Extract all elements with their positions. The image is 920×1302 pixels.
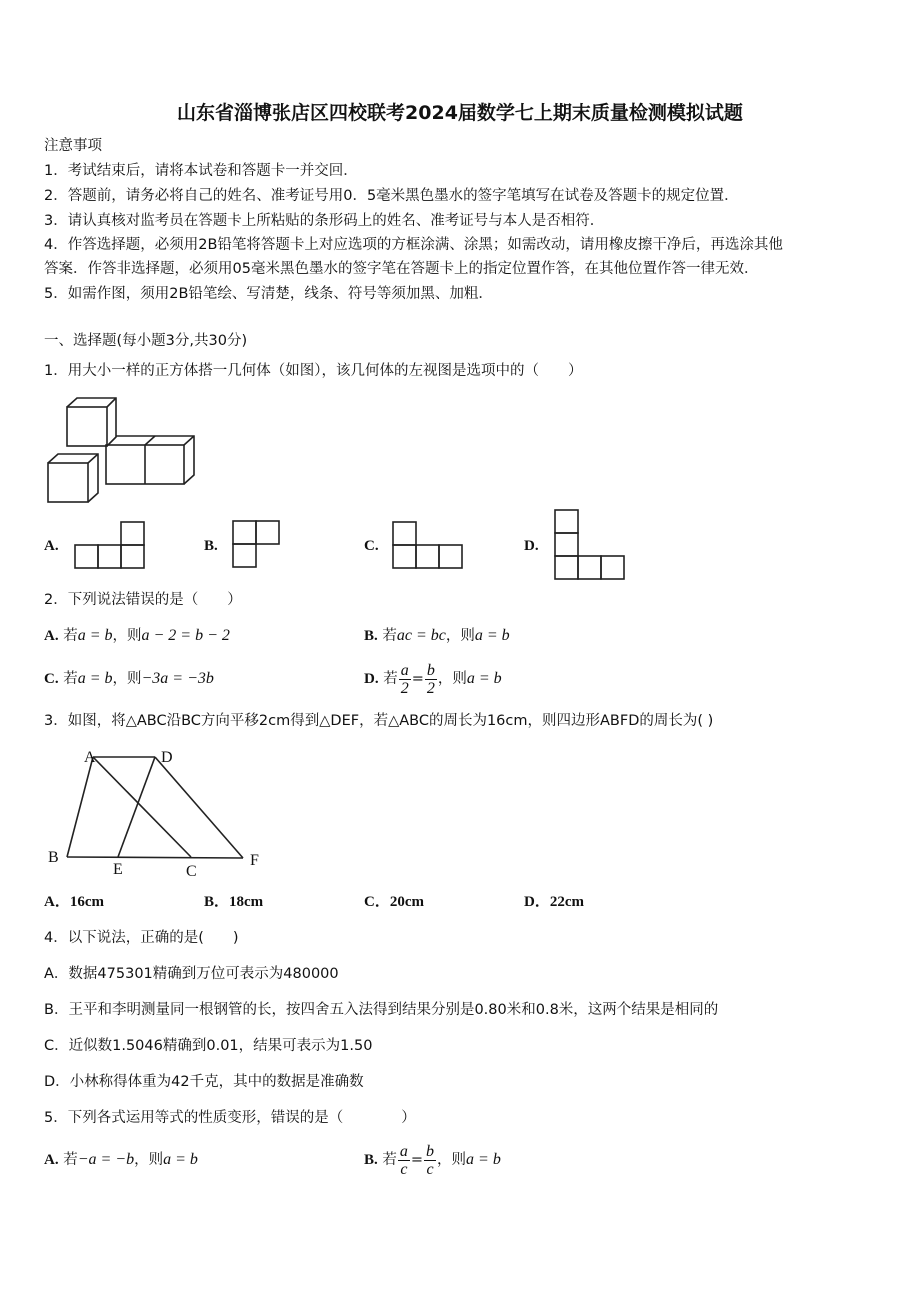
text: 若 (382, 628, 397, 644)
math: ac = bc (396, 627, 446, 644)
math: a = b (466, 1151, 501, 1168)
text: 若 (63, 628, 78, 644)
q3-option-b: B．18cm (204, 894, 264, 910)
question-1-stem: 1．用大小一样的正方体搭一几何体（如图），该几何体的左视图是选项中的（ ） (44, 363, 583, 379)
point-label-b: B (48, 849, 59, 866)
q3-option-c: C．20cm (364, 894, 424, 910)
question-4-stem: 4．以下说法，正确的是( ) (44, 930, 239, 946)
point-label-e: E (113, 861, 123, 878)
q4-option-b: B．王平和李明测量同一根钢管的长，按四舍五入法得到结果分别是0.80米和0.8米，这两个结果是相同的 (44, 1002, 719, 1018)
question-5-stem: 5．下列各式运用等式的性质变形，错误的是（ ） (44, 1110, 416, 1126)
q3-option-a: A．16cm (44, 894, 104, 910)
math: a − 2 = b − 2 (141, 627, 230, 644)
text: ，则 (437, 671, 467, 687)
math: −a = −b (77, 1151, 135, 1168)
math: a = b (77, 670, 113, 687)
notice-item: 3．请认真核对监考员在答题卡上所粘贴的条形码上的姓名、准考证号与本人是否相符． (44, 213, 605, 229)
q1-option-b-label: B. (204, 538, 218, 554)
fraction: $\frac{a}{c}$ (399, 1142, 408, 1178)
q4-option-c: C．近似数1.5046精确到0.01，结果可表示为1.50 (44, 1038, 373, 1054)
q1-option-d-label: D. (524, 538, 539, 554)
notice-item: 5．如需作图，须用2B铅笔绘、写清楚，线条、符号等须加黑、加粗． (44, 286, 493, 302)
notice-heading: 注意事项 (44, 138, 102, 154)
q5-option-a (44, 1150, 198, 1170)
notice-item: 4．作答选择题，必须用2B铅笔将答题卡上对应选项的方框涂满、涂黑；如需改动，请用橡皮擦干净后，再选涂其他 (44, 237, 783, 253)
option-label: B. (364, 1152, 378, 1168)
q4-option-d: D．小林称得体重为42千克，其中的数据是准确数 (44, 1074, 364, 1090)
q1-option-c-label: C. (364, 538, 379, 554)
math: a = b (466, 670, 502, 687)
fraction: $\frac{a}{2}$ (400, 661, 409, 697)
option-label: D. (364, 671, 379, 687)
q5-option-b (364, 1140, 501, 1180)
fraction: $\frac{b}{c}$ (426, 1142, 435, 1178)
q3-option-d: D．22cm (524, 894, 584, 910)
fraction: $\frac{b}{2}$ (426, 661, 435, 697)
option-label: C. (44, 671, 59, 687)
question-2-stem: 2．下列说法错误的是（ ） (44, 592, 242, 608)
section-heading: 一、选择题(每小题3分,共30分) (44, 333, 248, 349)
text: 若 (383, 671, 398, 687)
q1-option-a-label: A. (44, 538, 59, 554)
text: 若 (63, 671, 78, 687)
text: ，则 (112, 671, 142, 687)
point-label-a: A (84, 749, 96, 766)
page-title: 山东省淄博张店区四校联考2024届数学七上期末质量检测模拟试题 (177, 102, 743, 124)
option-label: A. (44, 1152, 59, 1168)
notice-item: 1．考试结束后，请将本试卷和答题卡一并交回． (44, 163, 358, 179)
notice-item: 2．答题前，请务必将自己的姓名、准考证号用0．5毫米黑色墨水的签字笔填写在试卷及答题卡的规定位置． (44, 188, 739, 204)
q4-option-a: A．数据475301精确到万位可表示为480000 (44, 966, 339, 982)
option-label: A. (44, 628, 59, 644)
text: ，则 (134, 1152, 164, 1168)
text: ，则 (445, 628, 475, 644)
point-label-d: D (161, 749, 173, 766)
text: 若 (382, 1152, 397, 1168)
point-label-f: F (250, 852, 259, 869)
text: 若 (63, 1152, 78, 1168)
math: a = b (474, 627, 510, 644)
notice-item: 答案．作答非选择题，必须用05毫米黑色墨水的签字笔在答题卡上的指定位置作答，在其他位置作答一律无效． (44, 261, 759, 277)
text: ，则 (112, 628, 142, 644)
math: a = b (163, 1151, 198, 1168)
math: −3a = −3b (141, 670, 214, 687)
equals: = (410, 1152, 424, 1168)
point-label-c: C (186, 863, 197, 880)
text: ，则 (437, 1152, 467, 1168)
math: a = b (77, 627, 113, 644)
option-label: B. (364, 628, 378, 644)
question-3-stem: 3．如图，将△ABC沿BC方向平移2cm得到△DEF，若△ABC的周长为16cm，则四边形ABFD的周长为( ) (44, 713, 714, 729)
equals: = (411, 671, 424, 687)
